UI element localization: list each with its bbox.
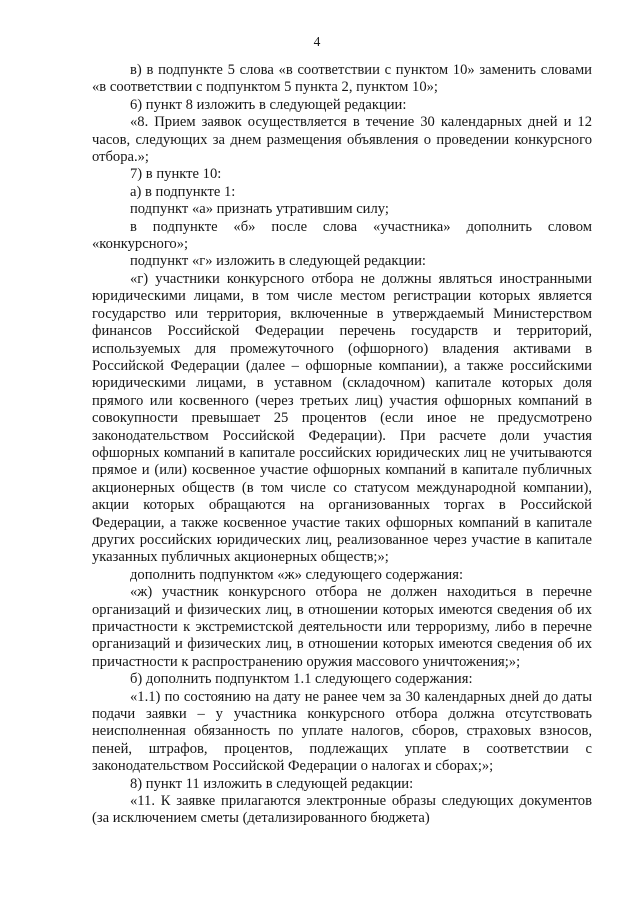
paragraph-item-7-heading: 7) в пункте 10: <box>130 166 222 183</box>
paragraph-subpoint-a-void: подпункт «а» признать утратившим силу; <box>130 201 389 218</box>
paragraph-subpoint-b-amend: в подпункте «б» после слова «участника» дополнить словом «конкурсного»; <box>92 218 592 253</box>
paragraph-item-11-text: «11. К заявке прилагаются электронные образы следующих документов (за исключением сметы (детализированного бюджета) <box>92 793 592 827</box>
paragraph-subpoint-zh-text: «ж) участник конкурсного отбора не должен находиться в перечне организаций и физических лиц, в отношении которых имеются сведения об их причастности к экстремистской деятельности или терроризму, либо в перечне организаций и физических лиц, в отношении которых имеются сведения об их причастности к распространению оружия массового уничтожения;»; <box>92 584 592 670</box>
paragraph-v-subpoint-5: в) в подпункте 5 слова «в соответствии с пунктом 10» заменить словами «в соответствии с подпунктом 5 пункта 2, пунктом 10»; <box>92 62 592 96</box>
paragraph-subpoint-g-heading: подпункт «г» изложить в следующей редакции: <box>130 253 426 270</box>
paragraph-subpoint-zh-heading: дополнить подпунктом «ж» следующего содержания: <box>130 566 464 583</box>
paragraph-subpoint-1-1-text: «1.1) по состоянию на дату не ранее чем за 30 календарных дней до даты подачи заявки – у участника конкурсного отбора должна отсутствовать неисполненная обязанность по уплате налогов, сборов, страховых взносов, пеней, штрафов, процентов, подлежащих уплате в соответствии с законодательством Российской Федерации о налогах и сборах;»; <box>92 688 592 775</box>
paragraph-item-8-heading: 8) пункт 11 изложить в следующей редакции: <box>130 775 414 792</box>
paragraph-subitem-a-heading: а) в подпункте 1: <box>130 183 236 200</box>
page-number: 4 <box>313 34 321 49</box>
paragraph-item-6-heading: 6) пункт 8 изложить в следующей редакции: <box>130 96 407 113</box>
document-body <box>92 62 592 828</box>
paragraph-subpoint-g-text: «г) участники конкурсного отбора не должны являться иностранными юридическими лицами, в том числе местом регистрации которых является государство или территория, включенные в утверждаемый Министерством финансов Российской Федерации перечень государств и территорий, используемых для промежуточного (офшорного) владения активами в Российской Федерации (далее – офшорные компании), а также российскими юридическими лицами, в уставном (складочном) капитале которых доля прямого или косвенного (через третьих лиц) участия офшорных компаний в совокупности превышает 25 процентов (если иное не предусмотрено законодательством Российской Федерации). При расчете доли участия офшорных компаний в капитале российских юридических лиц не учитываются прямое и (или) косвенное участие офшорных компаний в капитале публичных акционерных обществ (в том числе со статусом международной компании), акции которых обращаются на организованных торгах в Российской Федерации, а также косвенное участие таких офшорных компаний в капитале других российских юридических лиц, реализованное через участие в капитале указанных публичных акционерных обществ;»; <box>92 270 592 566</box>
paragraph-item-8-text: «8. Прием заявок осуществляется в течение 30 календарных дней и 12 часов, следующих за днем размещения объявления о проведении конкурсного отбора.»; <box>92 114 592 166</box>
paragraph-subitem-b-heading: б) дополнить подпунктом 1.1 следующего содержания: <box>130 671 473 688</box>
